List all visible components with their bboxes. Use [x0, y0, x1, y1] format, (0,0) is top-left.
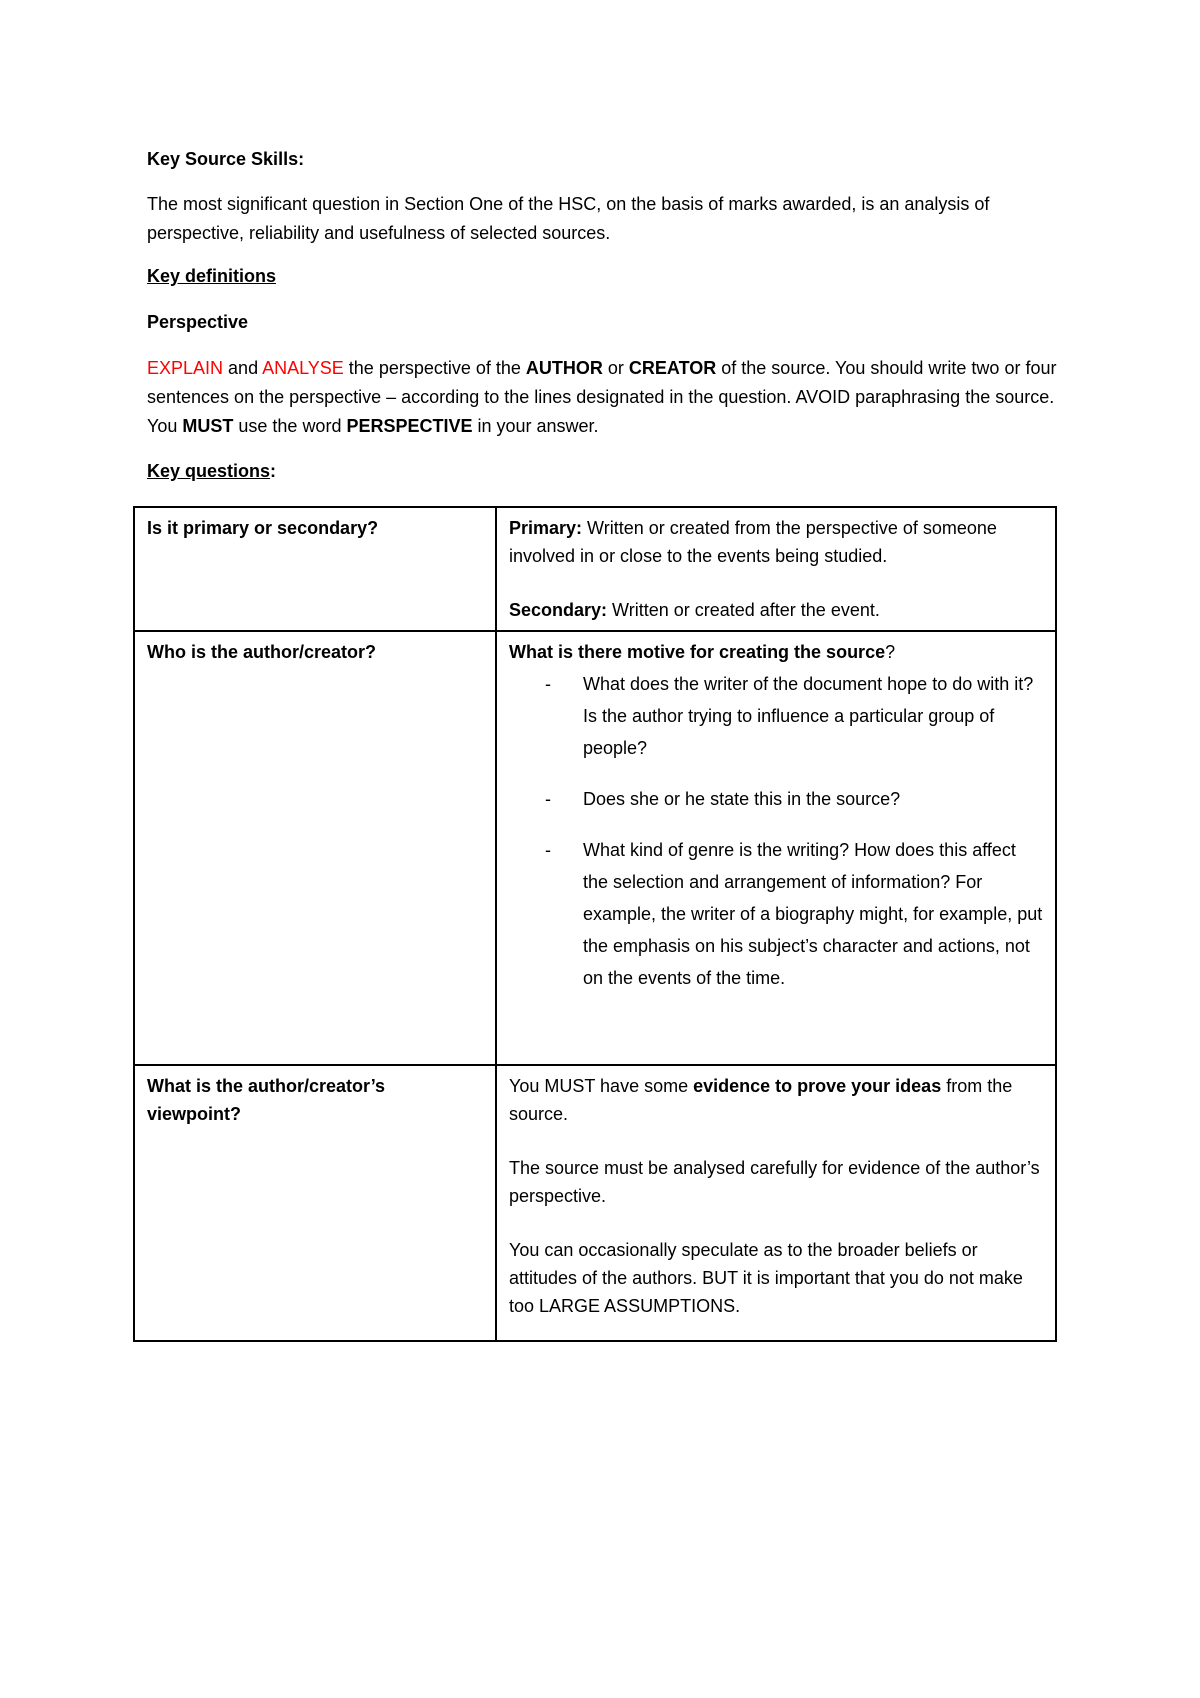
question-cell: Is it primary or secondary? — [134, 507, 496, 631]
key-questions-label: Key questions — [147, 461, 271, 481]
creator-word: CREATOR — [628, 358, 717, 378]
answer-cell — [496, 1065, 1056, 1341]
text-run: and — [223, 358, 263, 378]
answer-cell — [496, 507, 1056, 631]
speculation-paragraph: You can occasionally speculate as to the broader beliefs or attitudes of the authors. BUT it is important that you do not make too LARGE ASSUMPTIONS. — [509, 1240, 1023, 1316]
text-run: or — [602, 358, 629, 378]
author-word: AUTHOR — [525, 358, 603, 378]
spacer — [509, 570, 1043, 596]
question-cell: Who is the author/creator? — [134, 631, 496, 1065]
must-word: MUST — [182, 416, 234, 436]
motive-end: ? — [885, 642, 896, 662]
key-definitions-heading — [147, 262, 1067, 291]
question-cell: What is the author/creator’s viewpoint? — [134, 1065, 496, 1341]
perspective-paragraph — [147, 354, 1067, 441]
table-row — [134, 1065, 1056, 1341]
text-run: You MUST have some — [509, 1076, 694, 1096]
evidence-paragraph — [509, 1072, 1043, 1128]
answer-cell — [496, 631, 1056, 1065]
key-questions-table — [133, 506, 1057, 1342]
spacer — [509, 1210, 1043, 1236]
colon: : — [270, 461, 277, 481]
key-questions-heading — [147, 457, 1067, 486]
list-item: - What does the writer of the document hope to do with it? Is the author trying to influence a particular group of people? — [583, 668, 1043, 764]
perspective-heading: Perspective — [147, 312, 249, 332]
primary-text: Written or created from the perspective of someone involved in or close to the events being studied. — [509, 518, 997, 566]
analyse-word: ANALYSE — [262, 358, 344, 378]
evidence-bold: evidence to prove your ideas — [693, 1076, 942, 1096]
secondary-text: Written or created after the event. — [607, 600, 880, 620]
motive-bold: What is there motive for creating the source — [509, 642, 886, 662]
table-row — [134, 631, 1056, 1065]
primary-definition — [509, 514, 1043, 570]
secondary-label: Secondary: — [509, 600, 608, 620]
motive-question — [509, 638, 1043, 666]
secondary-definition — [509, 596, 1043, 624]
list-item: - What kind of genre is the writing? How does this affect the selection and arrangement of information? For example, the writer of a biography might, for example, put the emphasis on his subject’s character and actions, not on the events of the time. — [583, 834, 1043, 994]
text-run: from the source. — [509, 1076, 1013, 1124]
page-title: Key Source Skills: — [147, 149, 305, 169]
spacer — [509, 1128, 1043, 1154]
text-run: the perspective of the — [343, 358, 526, 378]
table-row — [134, 507, 1056, 631]
analysis-paragraph: The source must be analysed carefully for evidence of the author’s perspective. — [509, 1158, 1040, 1206]
primary-label: Primary: — [509, 518, 583, 538]
text-run: of the source. You should write two or four sentences on the perspective – according to the lines designated in the question. AVOID paraphrasing the source. You — [147, 358, 1057, 436]
intro-paragraph: The most significant question in Section One of the HSC, on the basis of marks awarded, is an analysis of perspective, reliability and usefulness of selected sources. — [147, 194, 990, 243]
key-definitions-label: Key definitions — [147, 266, 277, 286]
text-run: in your answer. — [472, 416, 599, 436]
perspective-word: PERSPECTIVE — [346, 416, 473, 436]
motive-list — [509, 668, 1043, 994]
list-item: - Does she or he state this in the source? — [583, 783, 1043, 815]
text-run: use the word — [233, 416, 347, 436]
explain-word: EXPLAIN — [147, 358, 224, 378]
